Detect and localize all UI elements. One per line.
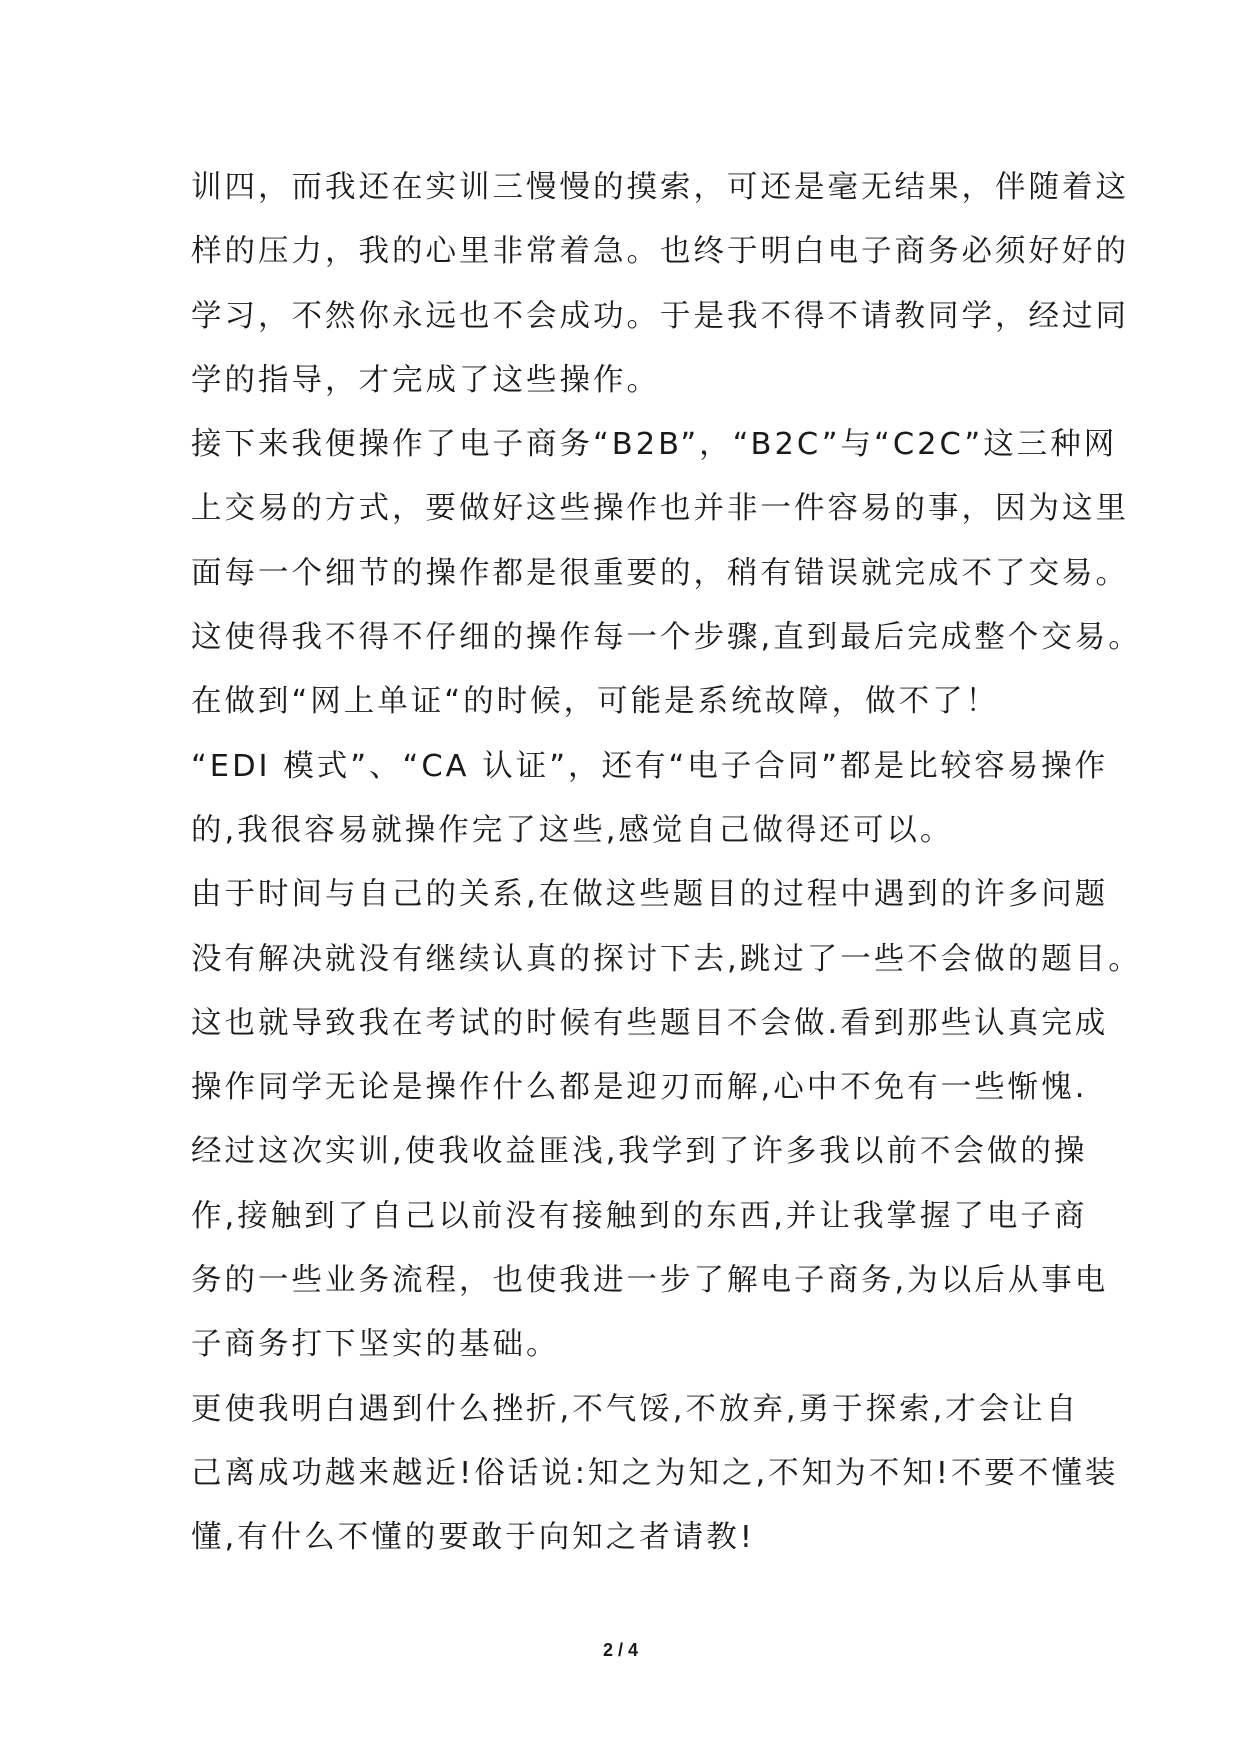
text-line: 的,我很容易就操作完了这些,感觉自己做得还可以。: [191, 812, 954, 848]
text-line: 学习，不然你永远也不会成功。于是我不得不请教同学，经过同: [191, 298, 1129, 334]
text-line: 作,接触到了自己以前没有接触到的东西,并让我掌握了电子商: [191, 1198, 1088, 1234]
text-line: 学的指导，才完成了这些操作。: [191, 362, 660, 398]
text-line: 面每一个细节的操作都是很重要的，稍有错误就完成不了交易。: [191, 555, 1129, 591]
text-line: 这使得我不得不仔细的操作每一个步骤,直到最后完成整个交易。: [191, 620, 1142, 656]
text-line: 接下来我便操作了电子商务“B2B”，“B2C”与“C2C”这三种网: [191, 427, 1118, 463]
text-line: 更使我明白遇到什么挫折,不气馁,不放弃,勇于探索,才会让自: [191, 1391, 1080, 1427]
text-line: 样的压力，我的心里非常着急。也终于明白电子商务必须好好的: [191, 234, 1129, 270]
text-line: 子商务打下坚实的基础。: [191, 1327, 560, 1363]
text-line: 经过这次实训,使我收益匪浅,我学到了许多我以前不会做的操: [191, 1134, 1088, 1170]
text-line: 操作同学无论是操作什么都是迎刃而解,心中不免有一些惭愧.: [191, 1070, 1088, 1106]
text-line: 这也就导致我在考试的时候有些题目不会做.看到那些认真完成: [191, 1005, 1109, 1041]
text-line: 务的一些业务流程，也使我进一步了解电子商务,为以后从事电: [191, 1263, 1109, 1299]
text-line: 上交易的方式，要做好这些操作也并非一件容易的事，因为这里: [191, 491, 1129, 527]
text-line: 由于时间与自己的关系,在做这些题目的过程中遇到的许多问题: [191, 877, 1109, 913]
text-line: 训四，而我还在实训三慢慢的摸索，可还是毫无结果，伴随着这: [191, 170, 1129, 205]
text-line: 在做到“网上单证“的时候，可能是系统故障，做不了！: [191, 684, 1000, 720]
body-text: [191, 156, 1142, 1571]
text-line: 己离成功越来越近!俗话说:知之为知之,不知为不知!不要不懂装: [191, 1455, 1119, 1491]
page-number: 2 / 4: [602, 1640, 639, 1660]
text-line: “EDI 模式”、“CA 认证”，还有“电子合同”都是比较容易操作: [191, 748, 1109, 784]
text-line: 懂,有什么不懂的要敢于向知之者请教!: [191, 1520, 755, 1556]
text-line: 没有解决就没有继续认真的探讨下去,跳过了一些不会做的题目。: [191, 941, 1142, 977]
